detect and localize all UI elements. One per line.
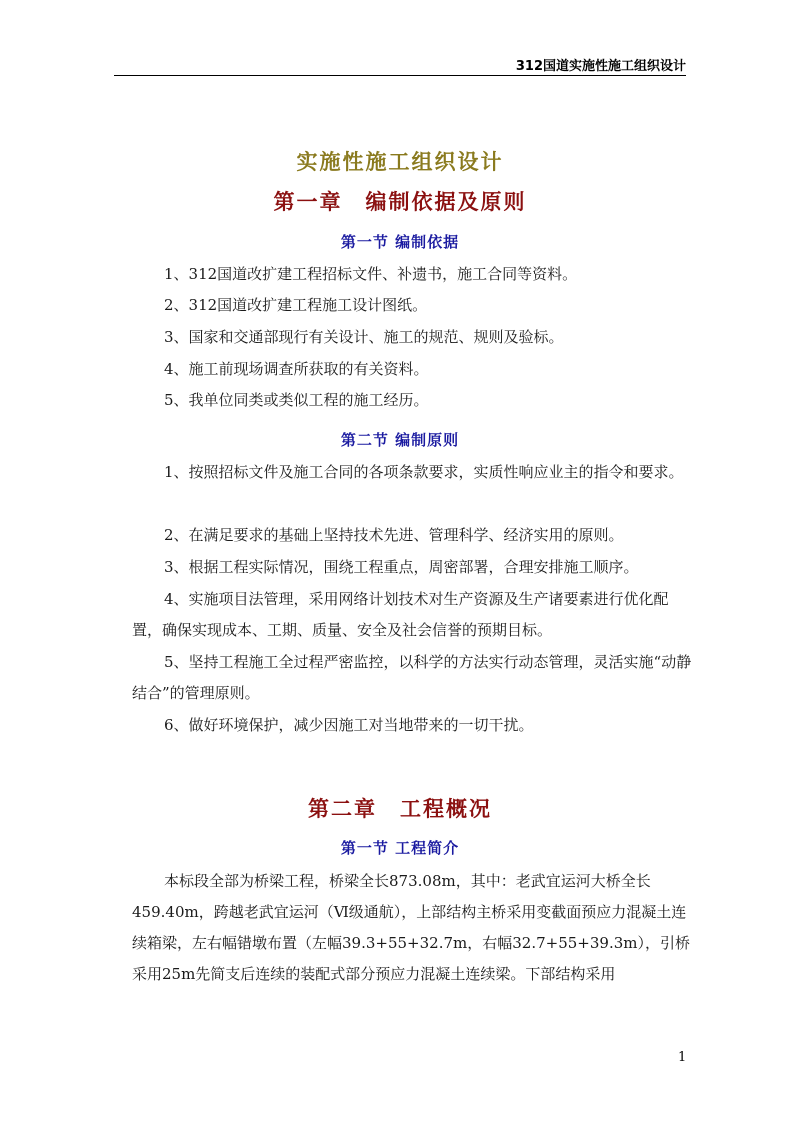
basis-item-2: 2、312国道改扩建工程施工设计图纸。 (164, 296, 428, 314)
basis-item-1: 1、312国道改扩建工程招标文件、补遗书，施工合同等资料。 (164, 265, 578, 283)
principle-item-1: 1、按照招标文件及施工合同的各项条款要求，实质性响应业主的指令和要求。 (164, 463, 684, 481)
principle-item-4: 4、实施项目法管理，采用网络计划技术对生产资源及生产诸要素进行优化配置，确保实现成本、工期、质量、安全及社会信誉的预期目标。 (132, 590, 669, 639)
page-number: 1 (678, 1050, 687, 1065)
principle-item-2: 2、在满足要求的基础上坚持技术先进、管理科学、经济实用的原则。 (164, 526, 624, 544)
principle-item-6: 6、做好环境保护，减少因施工对当地带来的一切干扰。 (164, 716, 534, 734)
chapter-1-section-2-title: 第二节 编制原则 (340, 431, 460, 449)
basis-item-5: 5、我单位同类或类似工程的施工经历。 (164, 391, 429, 409)
chapter-2-section-1-title: 第一节 工程简介 (340, 839, 460, 857)
principle-item-5: 5、坚持工程施工全过程严密监控，以科学的方法实行动态管理，灵活实施“动静结合”的管理原则。 (132, 653, 692, 702)
header-title: 312国道实施性施工组织设计 (515, 59, 686, 74)
header-rule (114, 75, 686, 76)
chapter-1-title: 第一章 编制依据及原则 (273, 189, 527, 214)
project-overview-paragraph: 本标段全部为桥梁工程，桥梁全长873.08m，其中：老武宜运河大桥全长459.40m，跨越老武宜运河（Ⅵ级通航），上部结构主桥采用变截面预应力混凝土连续箱梁，左右幅错墩布置（左幅39.3+55+32.7m，右幅32.7+55+39.3m），引桥采用25m先简支后连续的装配式部分预应力混凝土连续梁。下部结构采用 (132, 872, 690, 983)
principle-item-3: 3、根据工程实际情况，围绕工程重点，周密部署，合理安排施工顺序。 (164, 558, 639, 576)
chapter-1-section-1-title: 第一节 编制依据 (340, 233, 460, 251)
page-header (114, 55, 686, 75)
document-title: 实施性施工组织设计 (296, 149, 504, 174)
chapter-2-title: 第二章 工程概况 (308, 796, 492, 821)
basis-item-3: 3、国家和交通部现行有关设计、施工的规范、规则及验标。 (164, 328, 564, 346)
basis-item-4: 4、施工前现场调查所获取的有关资料。 (164, 360, 429, 378)
